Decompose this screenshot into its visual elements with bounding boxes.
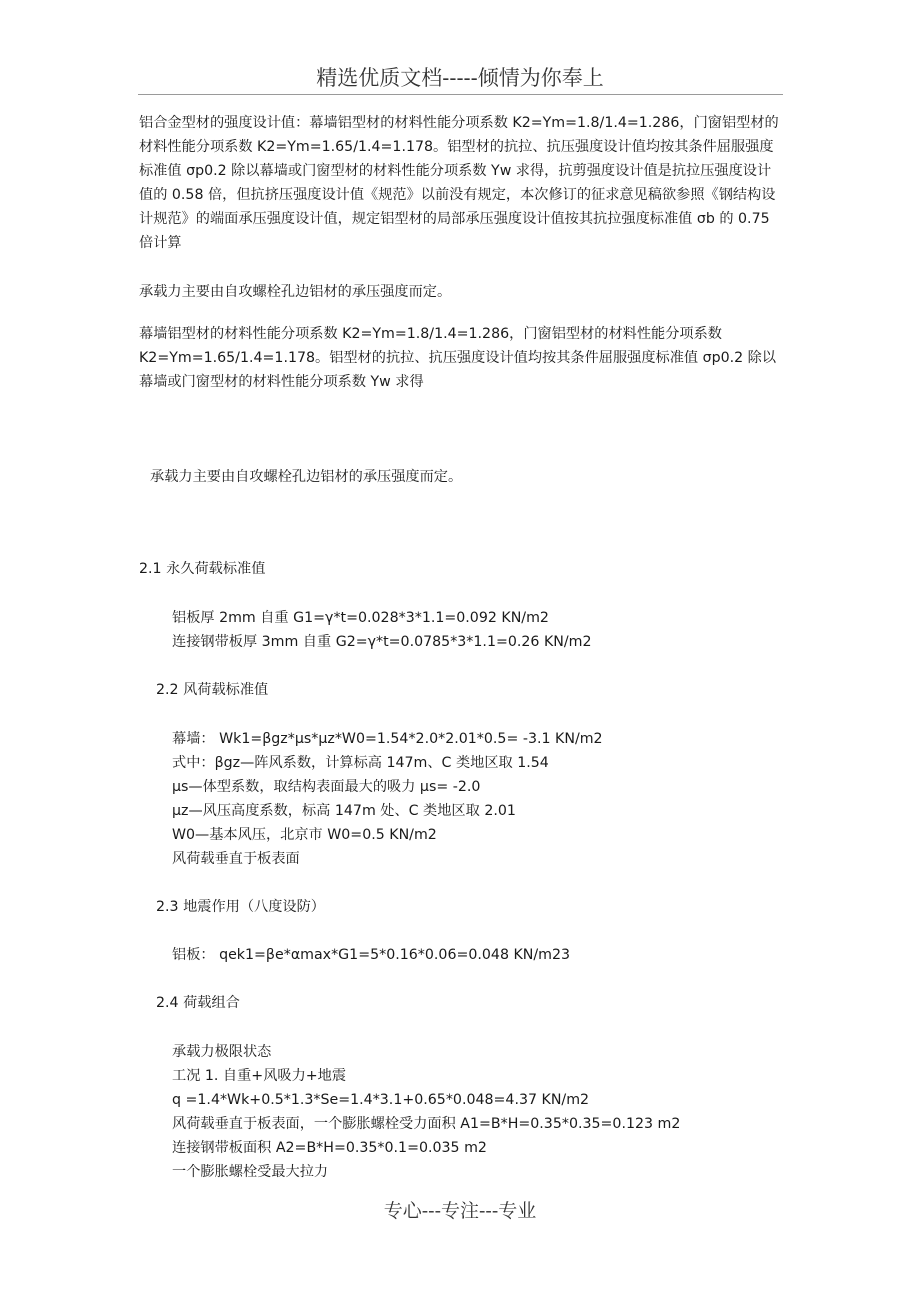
section-2-3-line: 铝板： qek1=βe*αmax*G1=5*0.16*0.06=0.048 KN/m23 bbox=[172, 947, 571, 963]
header-divider bbox=[138, 94, 783, 95]
section-2-4-line: 风荷载垂直于板表面，一个膨胀螺栓受力面积 A1=B*H=0.35*0.35=0.123 m2 bbox=[172, 1116, 681, 1132]
intro-paragraph-1: 铝合金型材的强度设计值：幕墙铝型材的材料性能分项系数 K2=Ym=1.8/1.4=1.286，门窗铝型材的材料性能分项系数 K2=Ym=1.65/1.4=1.178。铝型材的抗拉、抗压强度设计值均按其条件屈服强度标准值 σp0.2 除以幕墙或门窗型材的材料性能分项系数 Yw 求得，抗剪强度设计值是抗拉压强度设计值的 0.58 倍，但抗挤压强度设计值《规范》以前没有规定，本次修订的征求意见稿欲参照《钢结构设计规范》的端面承压强度设计值，规定铝型材的局部承压强度设计值按其抗拉强度标准值 σb 的 0.75 倍计算 bbox=[139, 115, 779, 251]
intro-paragraph-3: 幕墙铝型材的材料性能分项系数 K2=Ym=1.8/1.4=1.286，门窗铝型材的材料性能分项系数 K2=Ym=1.65/1.4=1.178。铝型材的抗拉、抗压强度设计值均按其条件屈服强度标准值 σp0.2 除以幕墙或门窗型材的材料性能分项系数 Yw 求得 bbox=[139, 326, 777, 390]
intro-paragraph-4: 承载力主要由自攻螺栓孔边铝材的承压强度而定。 bbox=[150, 469, 463, 485]
section-2-4-heading: 2.4 荷载组合 bbox=[156, 995, 240, 1011]
section-2-2-line: μz—风压高度系数，标高 147m 处、C 类地区取 2.01 bbox=[172, 803, 516, 819]
section-2-1-line: 铝板厚 2mm 自重 G1=γ*t=0.028*3*1.1=0.092 KN/m2 bbox=[172, 610, 549, 626]
intro-paragraph-2: 承载力主要由自攻螺栓孔边铝材的承压强度而定。 bbox=[139, 284, 452, 300]
section-2-2-heading: 2.2 风荷载标准值 bbox=[156, 682, 269, 698]
section-2-2-line: 风荷载垂直于板表面 bbox=[172, 851, 300, 867]
section-2-4-line: 承载力极限状态 bbox=[172, 1044, 272, 1060]
section-2-4-line: 一个膨胀螺栓受最大拉力 bbox=[172, 1164, 329, 1180]
section-2-4-line: 工况 1. 自重+风吸力+地震 bbox=[172, 1068, 347, 1084]
section-2-1-heading: 2.1 永久荷载标准值 bbox=[139, 561, 266, 577]
page-header: 精选优质文档-----倾情为你奉上 bbox=[316, 66, 604, 90]
section-2-3-heading: 2.3 地震作用（八度设防） bbox=[156, 899, 325, 915]
section-2-2-line: 幕墙： Wk1=βgz*μs*μz*W0=1.54*2.0*2.01*0.5= -3.1 KN/m2 bbox=[172, 731, 603, 747]
section-2-2-line: W0—基本风压，北京市 W0=0.5 KN/m2 bbox=[172, 827, 437, 843]
section-2-2-line: 式中：βgz—阵风系数，计算标高 147m、C 类地区取 1.54 bbox=[172, 755, 549, 771]
page-footer: 专心---专注---专业 bbox=[383, 1200, 537, 1222]
section-2-2-line: μs—体型系数，取结构表面最大的吸力 μs= -2.0 bbox=[172, 779, 481, 795]
section-2-1-line: 连接钢带板厚 3mm 自重 G2=γ*t=0.0785*3*1.1=0.26 KN/m2 bbox=[172, 634, 592, 650]
section-2-4-line: 连接钢带板面积 A2=B*H=0.35*0.1=0.035 m2 bbox=[172, 1140, 487, 1156]
section-2-4-line: q =1.4*Wk+0.5*1.3*Se=1.4*3.1+0.65*0.048=4.37 KN/m2 bbox=[172, 1092, 590, 1108]
